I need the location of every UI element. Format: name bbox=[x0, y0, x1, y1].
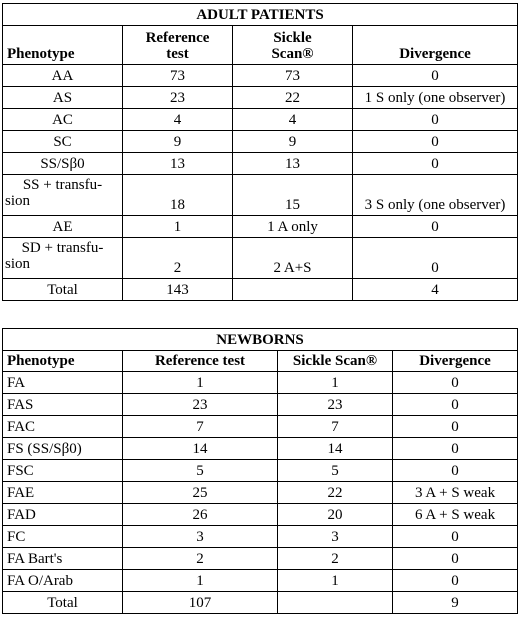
phenotype-cell: FC bbox=[3, 526, 123, 548]
sickle-scan-cell: 22 bbox=[278, 482, 393, 504]
divergence-cell: 0 bbox=[393, 372, 518, 394]
sickle-scan-cell: 1 bbox=[278, 570, 393, 592]
phenotype-cell: FAS bbox=[3, 394, 123, 416]
sickle-scan-cell: 9 bbox=[233, 131, 353, 153]
table-row bbox=[3, 548, 518, 570]
phenotype-cell: AS bbox=[3, 87, 123, 109]
adult-header-reference: Reference test bbox=[123, 26, 233, 65]
table-row bbox=[3, 504, 518, 526]
phenotype-cell: FAE bbox=[3, 482, 123, 504]
divergence-cell: 0 bbox=[353, 65, 518, 87]
reference-cell: 14 bbox=[123, 438, 278, 460]
sickle-scan-cell: 4 bbox=[233, 109, 353, 131]
table-row bbox=[3, 175, 518, 216]
adult-patients-table bbox=[2, 3, 518, 301]
reference-cell: 4 bbox=[123, 109, 233, 131]
divergence-cell: 6 A + S weak bbox=[393, 504, 518, 526]
divergence-cell: 9 bbox=[393, 592, 518, 614]
phenotype-cell: FSC bbox=[3, 460, 123, 482]
table-row bbox=[3, 131, 518, 153]
sickle-scan-cell: 2 bbox=[278, 548, 393, 570]
reference-cell: 143 bbox=[123, 279, 233, 301]
adult-header-row bbox=[3, 26, 518, 65]
divergence-cell: 0 bbox=[393, 416, 518, 438]
phenotype-cell: FA Bart's bbox=[3, 548, 123, 570]
reference-cell: 2 bbox=[123, 238, 233, 279]
table-row bbox=[3, 216, 518, 238]
reference-cell: 1 bbox=[123, 570, 278, 592]
divergence-cell: 0 bbox=[393, 570, 518, 592]
divergence-cell: 4 bbox=[353, 279, 518, 301]
sickle-scan-cell: 14 bbox=[278, 438, 393, 460]
reference-cell: 107 bbox=[123, 592, 278, 614]
phenotype-cell: AA bbox=[3, 65, 123, 87]
phenotype-cell: FA bbox=[3, 372, 123, 394]
sickle-scan-cell: 20 bbox=[278, 504, 393, 526]
divergence-cell: 0 bbox=[353, 109, 518, 131]
table-row bbox=[3, 460, 518, 482]
reference-cell: 13 bbox=[123, 153, 233, 175]
reference-cell: 1 bbox=[123, 372, 278, 394]
phenotype-cell: Total bbox=[3, 592, 123, 614]
sickle-scan-cell: 7 bbox=[278, 416, 393, 438]
phenotype-cell: FA O/Arab bbox=[3, 570, 123, 592]
phenotype-cell: SS/Sβ0 bbox=[3, 153, 123, 175]
phenotype-cell: FAC bbox=[3, 416, 123, 438]
sickle-scan-cell: 13 bbox=[233, 153, 353, 175]
reference-cell: 73 bbox=[123, 65, 233, 87]
sickle-scan-cell: 23 bbox=[278, 394, 393, 416]
sickle-scan-cell bbox=[278, 592, 393, 614]
divergence-cell: 0 bbox=[353, 216, 518, 238]
sickle-scan-cell: 1 A only bbox=[233, 216, 353, 238]
divergence-cell: 0 bbox=[393, 526, 518, 548]
phenotype-cell: SC bbox=[3, 131, 123, 153]
sickle-scan-cell: 2 A+S bbox=[233, 238, 353, 279]
table-row bbox=[3, 394, 518, 416]
table-row bbox=[3, 87, 518, 109]
table-row-total bbox=[3, 279, 518, 301]
phenotype-cell: FS (SS/Sβ0) bbox=[3, 438, 123, 460]
sickle-scan-cell: 22 bbox=[233, 87, 353, 109]
phenotype-cell: Total bbox=[3, 279, 123, 301]
newborns-table bbox=[2, 328, 518, 614]
newborns-header-divergence: Divergence bbox=[393, 351, 518, 372]
newborns-header-phenotype: Phenotype bbox=[3, 351, 123, 372]
adult-table-title: ADULT PATIENTS bbox=[3, 4, 518, 26]
adult-header-divergence: Divergence bbox=[353, 26, 518, 65]
table-row bbox=[3, 109, 518, 131]
sickle-scan-cell: 1 bbox=[278, 372, 393, 394]
table-row bbox=[3, 372, 518, 394]
divergence-cell: 0 bbox=[393, 438, 518, 460]
newborns-header-row bbox=[3, 351, 518, 372]
newborns-header-sickle-scan: Sickle Scan® bbox=[278, 351, 393, 372]
phenotype-cell: AC bbox=[3, 109, 123, 131]
table-row bbox=[3, 238, 518, 279]
table-row bbox=[3, 416, 518, 438]
divergence-cell: 1 S only (one observer) bbox=[353, 87, 518, 109]
reference-cell: 18 bbox=[123, 175, 233, 216]
divergence-cell: 0 bbox=[353, 131, 518, 153]
phenotype-cell: SD + transfu- sion bbox=[3, 238, 123, 279]
phenotype-cell: AE bbox=[3, 216, 123, 238]
adult-header-sickle-scan: Sickle Scan® bbox=[233, 26, 353, 65]
table-row bbox=[3, 438, 518, 460]
divergence-cell: 3 A + S weak bbox=[393, 482, 518, 504]
sickle-scan-cell: 15 bbox=[233, 175, 353, 216]
newborns-table-title: NEWBORNS bbox=[3, 329, 518, 351]
divergence-cell: 0 bbox=[393, 548, 518, 570]
newborns-header-reference: Reference test bbox=[123, 351, 278, 372]
divergence-cell: 3 S only (one observer) bbox=[353, 175, 518, 216]
reference-cell: 7 bbox=[123, 416, 278, 438]
sickle-scan-cell: 3 bbox=[278, 526, 393, 548]
phenotype-cell: FAD bbox=[3, 504, 123, 526]
table-row-total bbox=[3, 592, 518, 614]
divergence-cell: 0 bbox=[353, 153, 518, 175]
phenotype-cell: SS + transfu- sion bbox=[3, 175, 123, 216]
sickle-scan-cell: 5 bbox=[278, 460, 393, 482]
reference-cell: 25 bbox=[123, 482, 278, 504]
table-row bbox=[3, 153, 518, 175]
reference-cell: 26 bbox=[123, 504, 278, 526]
sickle-scan-cell bbox=[233, 279, 353, 301]
table-row bbox=[3, 482, 518, 504]
reference-cell: 23 bbox=[123, 394, 278, 416]
table-row bbox=[3, 526, 518, 548]
sickle-scan-cell: 73 bbox=[233, 65, 353, 87]
table-row bbox=[3, 65, 518, 87]
adult-header-phenotype: Phenotype bbox=[3, 26, 123, 65]
reference-cell: 5 bbox=[123, 460, 278, 482]
reference-cell: 9 bbox=[123, 131, 233, 153]
table-row bbox=[3, 570, 518, 592]
divergence-cell: 0 bbox=[353, 238, 518, 279]
reference-cell: 3 bbox=[123, 526, 278, 548]
reference-cell: 2 bbox=[123, 548, 278, 570]
reference-cell: 1 bbox=[123, 216, 233, 238]
divergence-cell: 0 bbox=[393, 460, 518, 482]
reference-cell: 23 bbox=[123, 87, 233, 109]
divergence-cell: 0 bbox=[393, 394, 518, 416]
